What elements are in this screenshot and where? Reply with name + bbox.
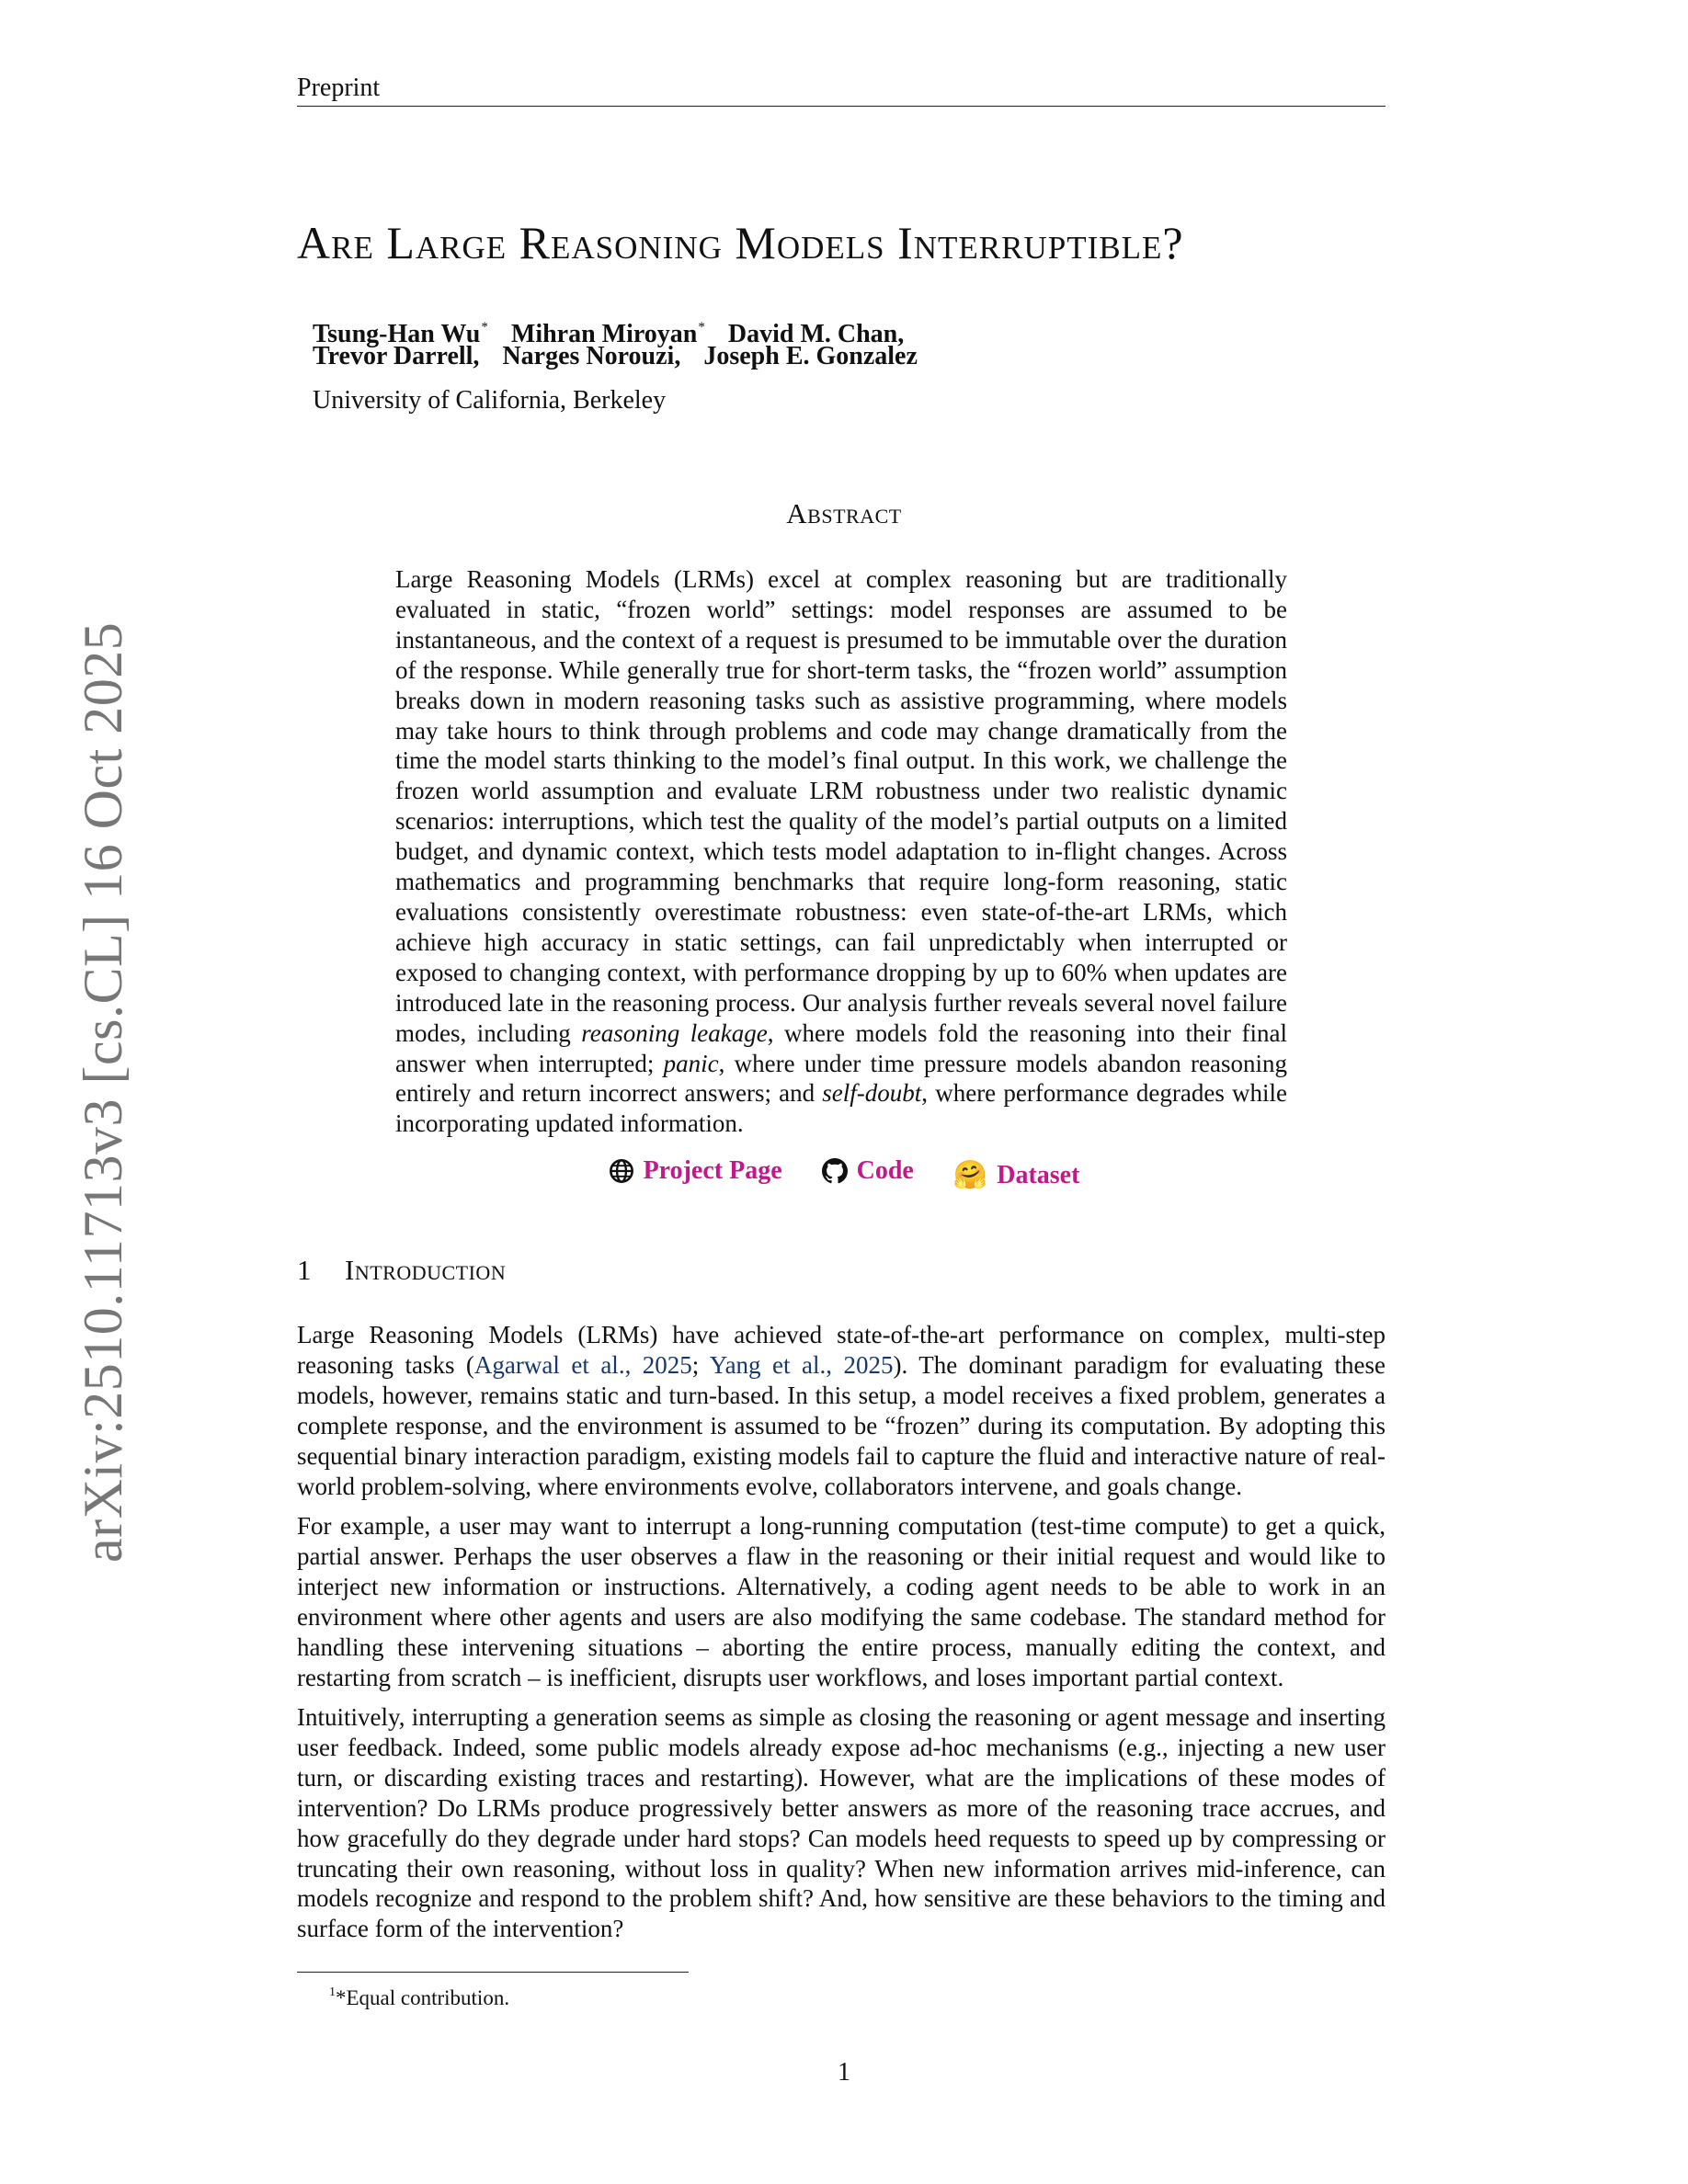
github-icon <box>822 1158 848 1184</box>
hugging-face-icon: 🤗 <box>952 1160 988 1190</box>
intro-paragraph-2: For example, a user may want to interrupt a long-running computation (test-time compute) to get a quick, partial answer. Perhaps the user observes a flaw in the reasoning or their initial request and would like to interject new information or instructions. Alternatively, a coding agent needs to be able to work in an environment where other agents and users are also modifying the same codebase. The standard method for handling these intervening situations – aborting the entire process, manually editing the context, and restarting from scratch – is inefficient, disrupts user workflows, and loses important partial context. <box>297 1512 1386 1691</box>
equal-contribution-mark: * <box>698 320 705 335</box>
section-number: 1 <box>297 1254 312 1286</box>
intro-paragraph-1 <box>297 1320 1386 1501</box>
project-page-link[interactable] <box>609 1156 782 1186</box>
abstract-text: Large Reasoning Models (LRMs) excel at complex reasoning but are traditionally evaluated in static, “frozen world” settings: model responses are assumed to be instantaneous, and the context of a request is presumed to be immutable over the duration of the response. While generally true for short-term tasks, the “frozen world” assumption breaks down in modern reasoning tasks such as assistive programming, where models may take hours to think through problems and code may change dramatically from the time the model starts thinking to the model’s final output. In this work, we challenge the frozen world assumption and evaluate LRM robustness under two realistic dynamic scenarios: interruptions, which test the quality of the model’s partial outputs on a limited budget, and dynamic context, which tests model adaptation to in-flight changes. Across mathematics and programming benchmarks that require long-form reasoning, static evaluations consistently overestimate robustness: even state-of-the-art LRMs, which achieve high accuracy in static settings, can fail unpredictably when interrupted or exposed to changing context, with performance dropping by up to 60% when updates are introduced late in the reasoning process. Our analysis further reveals several novel failure modes, including <box>395 565 1287 1047</box>
term-self-doubt: self-doubt <box>822 1079 922 1108</box>
abstract-heading: Abstract <box>786 497 902 529</box>
author-line-2 <box>313 342 918 371</box>
abstract-text: , where performance degrades while incorporating updated information. <box>395 1079 1288 1138</box>
abstract-text: , where models fold the reasoning into their final answer when interrupted; <box>395 1018 1288 1077</box>
abstract-text: , where under time pressure models abandon reasoning entirely and return incorrect answers; and <box>395 1049 1287 1108</box>
page-number: 1 <box>838 2058 850 2087</box>
citation-link[interactable]: Yang et al., 2025 <box>709 1350 894 1379</box>
citation-separator: ; <box>691 1350 710 1379</box>
header-rule <box>297 106 1386 107</box>
intro-paragraph-3: Intuitively, interrupting a generation seems as simple as closing the reasoning or agent message and inserting user feedback. Indeed, some public models already expose ad-hoc mechanisms (e.g., injecting a new user turn, or discarding existing traces and restarting). However, what are the implications of these modes of intervention? Do LRMs produce progressively better answers as more of the reasoning trace accrues, and how gracefully do they degrade under hard stops? Can models heed requests to speed up by compressing or truncating their own reasoning, without loss in quality? When new information arrives mid-inference, can models recognize and respond to the problem shift? And, how sensitive are these behaviors to the timing and surface form of the intervention? <box>297 1703 1386 1943</box>
footnote-text: *Equal contribution. <box>336 1986 510 2009</box>
code-link[interactable] <box>822 1156 914 1186</box>
project-page-label: Project Page <box>643 1156 782 1185</box>
footnote-rule <box>297 1972 689 1973</box>
citation-link[interactable]: Agarwal et al., 2025 <box>473 1350 692 1379</box>
affiliation: University of California, Berkeley <box>313 386 667 415</box>
section-heading <box>297 1254 506 1287</box>
running-head: Preprint <box>297 74 381 102</box>
term-reasoning-leakage: reasoning leakage <box>581 1018 768 1047</box>
footnote <box>329 1980 509 2011</box>
paragraph-text: ). The dominant paradigm for evaluating these models, however, remains static and turn-based. In this setup, a model receives a fixed problem, generates a complete response, and the environment is assumed to be “frozen” during its computation. By adopting this sequential binary interaction paradigm, existing models fail to capture the fluid and interactive nature of real-world problem-solving, where environments evolve, collaborators intervene, and goals change. <box>297 1350 1386 1500</box>
author-name: Trevor Darrell, <box>313 342 480 370</box>
resource-links <box>0 1156 1688 1191</box>
author-name: Mihran Miroyan <box>510 320 698 348</box>
paragraph-text: Large Reasoning Models (LRMs) have achieved state-of-the-art performance on complex, multi-step reasoning tasks ( <box>297 1321 1386 1379</box>
abstract-body <box>395 564 1287 1139</box>
author-name: Tsung-Han Wu <box>313 320 481 348</box>
footnote-mark: 1 <box>329 1985 336 1999</box>
section-title: Introduction <box>345 1254 507 1286</box>
term-panic: panic <box>663 1049 719 1077</box>
author-name: Joseph E. Gonzalez <box>703 342 918 370</box>
globe-icon <box>609 1158 634 1184</box>
equal-contribution-mark: * <box>481 320 488 335</box>
arxiv-identifier-stamp: arXiv:2510.11713v3 [cs.CL] 16 Oct 2025 <box>73 621 133 1563</box>
author-name: Narges Norouzi, <box>502 342 681 370</box>
author-name: David M. Chan, <box>727 320 905 348</box>
dataset-label: Dataset <box>997 1161 1080 1189</box>
paper-title: Are Large Reasoning Models Interruptible? <box>297 217 1184 268</box>
code-label: Code <box>856 1156 914 1185</box>
dataset-link[interactable] <box>953 1161 1080 1190</box>
